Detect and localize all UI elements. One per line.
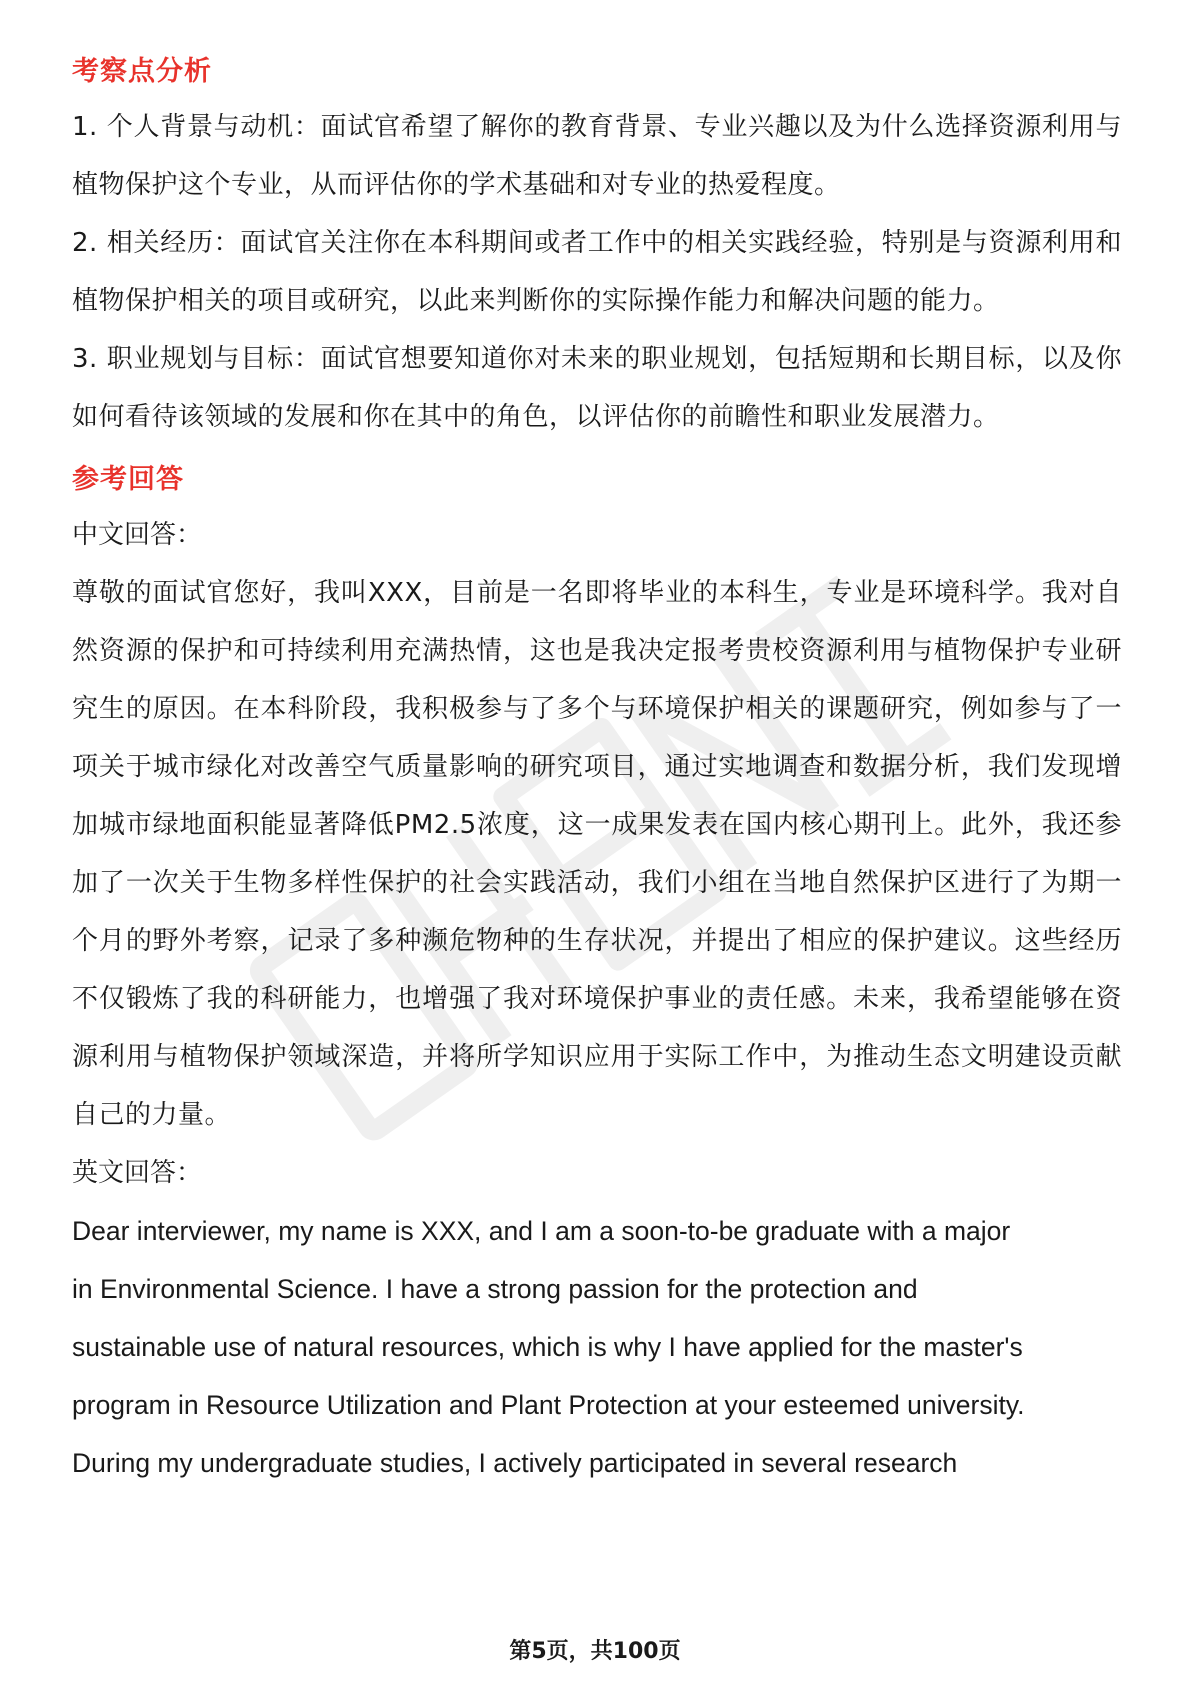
english-answer-line: During my undergraduate studies, I actively participated in several research bbox=[72, 1448, 958, 1478]
english-answer-line: sustainable use of natural resources, which is why I have applied for the master's bbox=[72, 1332, 1023, 1362]
chinese-answer-text: 尊敬的面试官您好，我叫XXX，目前是一名即将毕业的本科生，专业是环境科学。我对自然资源的保护和可持续利用充满热情，这也是我决定报考贵校资源利用与植物保护专业研究生的原因。在本科阶段，我积极参与了多个与环境保护相关的课题研究，例如参与了一项关于城市绿化对改善空气质量影响的研究项目，通过实地调查和数据分析，我们发现增加城市绿地面积能显著降低PM2.5浓度，这一成果发表在国内核心期刊上。此外，我还参加了一次关于生物多样性保护的社会实践活动，我们小组在当地自然保护区进行了为期一个月的野外考察，记录了多种濒危物种的生存状况，并提出了相应的保护建议。这些经历不仅锻炼了我的科研能力，也增强了我对环境保护事业的责任感。未来，我希望能够在资源利用与植物保护领域深造，并将所学知识应用于实际工作中，为推动生态文明建设贡献自己的力量。 bbox=[72, 578, 1122, 1130]
reference-heading: 参考回答 bbox=[72, 464, 184, 495]
analysis-point-3: 3. 职业规划与目标：面试官想要知道你对未来的职业规划，包括短期和长期目标，以及你如何看待该领域的发展和你在其中的角色，以评估你的前瞻性和职业发展潜力。 bbox=[72, 344, 1122, 432]
analysis-heading: 考察点分析 bbox=[72, 56, 212, 87]
english-answer-label: 英文回答： bbox=[72, 1158, 203, 1188]
page-number: 第5页，共100页 bbox=[509, 1639, 681, 1664]
page-content bbox=[72, 46, 1122, 1492]
english-answer-text bbox=[72, 1202, 1122, 1492]
analysis-point-2: 2. 相关经历：面试官关注你在本科期间或者工作中的相关实践经验，特别是与资源利用和植物保护相关的项目或研究，以此来判断你的实际操作能力和解决问题的能力。 bbox=[72, 228, 1122, 316]
analysis-point-1: 1. 个人背景与动机：面试官希望了解你的教育背景、专业兴趣以及为什么选择资源利用与植物保护这个专业，从而评估你的学术基础和对专业的热爱程度。 bbox=[72, 112, 1122, 200]
english-answer-line: in Environmental Science. I have a strong passion for the protection and bbox=[72, 1274, 918, 1304]
english-answer-line: program in Resource Utilization and Plant Protection at your esteemed university. bbox=[72, 1390, 1025, 1420]
chinese-answer-label: 中文回答： bbox=[72, 520, 203, 550]
english-answer-line: Dear interviewer, my name is XXX, and I am a soon-to-be graduate with a major bbox=[72, 1216, 1011, 1246]
